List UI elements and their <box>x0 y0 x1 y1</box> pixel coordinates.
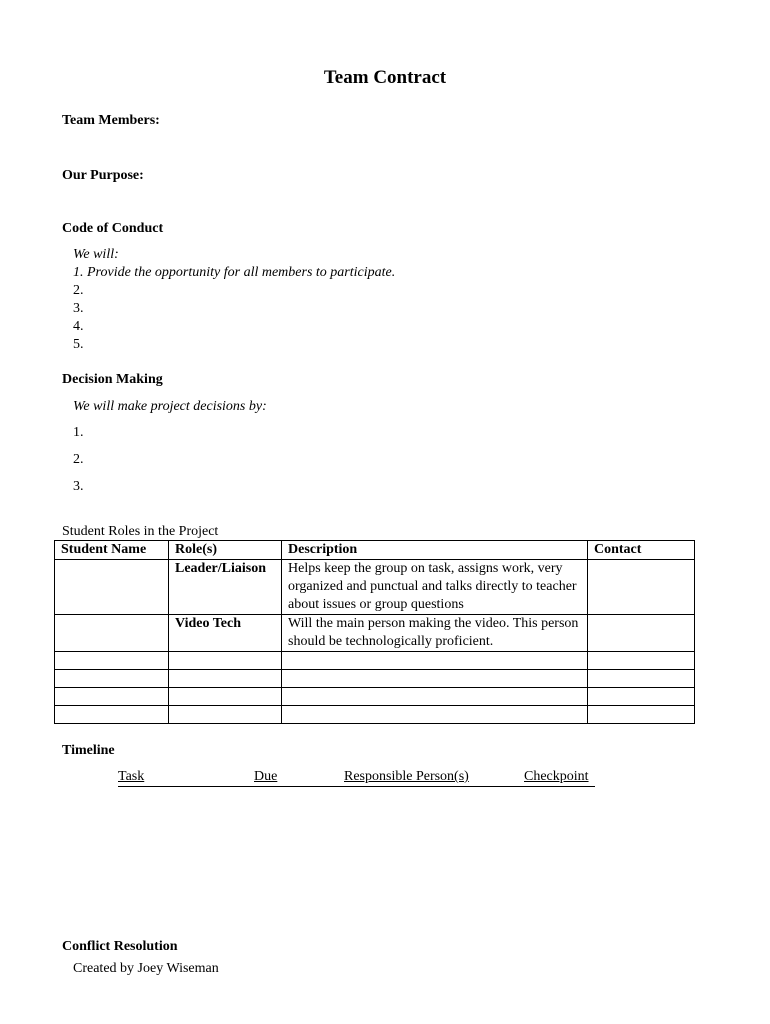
contact-cell <box>588 560 695 615</box>
table-row <box>55 560 695 615</box>
contact-cell <box>588 615 695 652</box>
footer-credit: Created by Joey Wiseman <box>73 961 219 976</box>
table-cell <box>169 652 282 670</box>
decision-making-heading: Decision Making <box>62 372 163 387</box>
code-of-conduct-heading: Code of Conduct <box>62 221 164 236</box>
list-item: 5. <box>73 337 84 352</box>
table-cell <box>588 688 695 706</box>
table-row <box>55 688 695 706</box>
column-header: Description <box>282 541 588 560</box>
timeline-heading: Timeline <box>62 743 115 758</box>
timeline-column-checkpoint: Checkpoint <box>524 769 589 784</box>
table-header-row <box>55 541 695 560</box>
roles-table-caption: Student Roles in the Project <box>62 524 219 539</box>
timeline-header <box>118 768 595 787</box>
list-item: 3. <box>73 301 84 316</box>
table-cell <box>588 670 695 688</box>
student-name-cell <box>55 615 169 652</box>
timeline-column-task: Task <box>118 769 145 784</box>
timeline-column-responsible: Responsible Person(s) <box>344 769 469 784</box>
role-cell: Leader/Liaison <box>169 560 282 615</box>
list-item: 2. <box>73 452 84 467</box>
timeline-column-due: Due <box>254 769 278 784</box>
list-item: 1. Provide the opportunity for all members to participate. <box>73 265 396 280</box>
list-item: 1. <box>73 425 84 440</box>
column-header: Contact <box>588 541 695 560</box>
column-header: Student Name <box>55 541 169 560</box>
table-cell <box>55 688 169 706</box>
table-cell <box>588 706 695 724</box>
table-cell <box>55 652 169 670</box>
list-item: 3. <box>73 479 84 494</box>
table-cell <box>169 688 282 706</box>
description-cell: Helps keep the group on task, assigns work, very organized and punctual and talks directly to teacher about issues or group questions <box>282 560 588 615</box>
code-of-conduct-intro: We will: <box>73 247 119 262</box>
column-header: Role(s) <box>169 541 282 560</box>
list-item: 2. <box>73 283 84 298</box>
table-cell <box>169 706 282 724</box>
table-cell <box>282 652 588 670</box>
student-name-cell <box>55 560 169 615</box>
conflict-resolution-heading: Conflict Resolution <box>62 939 178 954</box>
roles-table <box>54 540 695 724</box>
table-cell <box>282 670 588 688</box>
table-cell <box>169 670 282 688</box>
table-row <box>55 706 695 724</box>
page-title: Team Contract <box>323 67 447 88</box>
team-members-label: Team Members: <box>62 113 160 128</box>
table-cell <box>55 670 169 688</box>
table-row <box>55 615 695 652</box>
table-cell <box>588 652 695 670</box>
table-cell <box>282 688 588 706</box>
table-cell <box>55 706 169 724</box>
list-item: 4. <box>73 319 84 334</box>
our-purpose-label: Our Purpose: <box>62 168 144 183</box>
decision-making-intro: We will make project decisions by: <box>73 399 267 414</box>
code-of-conduct-list <box>73 264 395 354</box>
table-cell <box>282 706 588 724</box>
description-cell: Will the main person making the video. This person should be technologically proficient. <box>282 615 588 652</box>
table-row <box>55 652 695 670</box>
role-cell: Video Tech <box>169 615 282 652</box>
table-row <box>55 670 695 688</box>
